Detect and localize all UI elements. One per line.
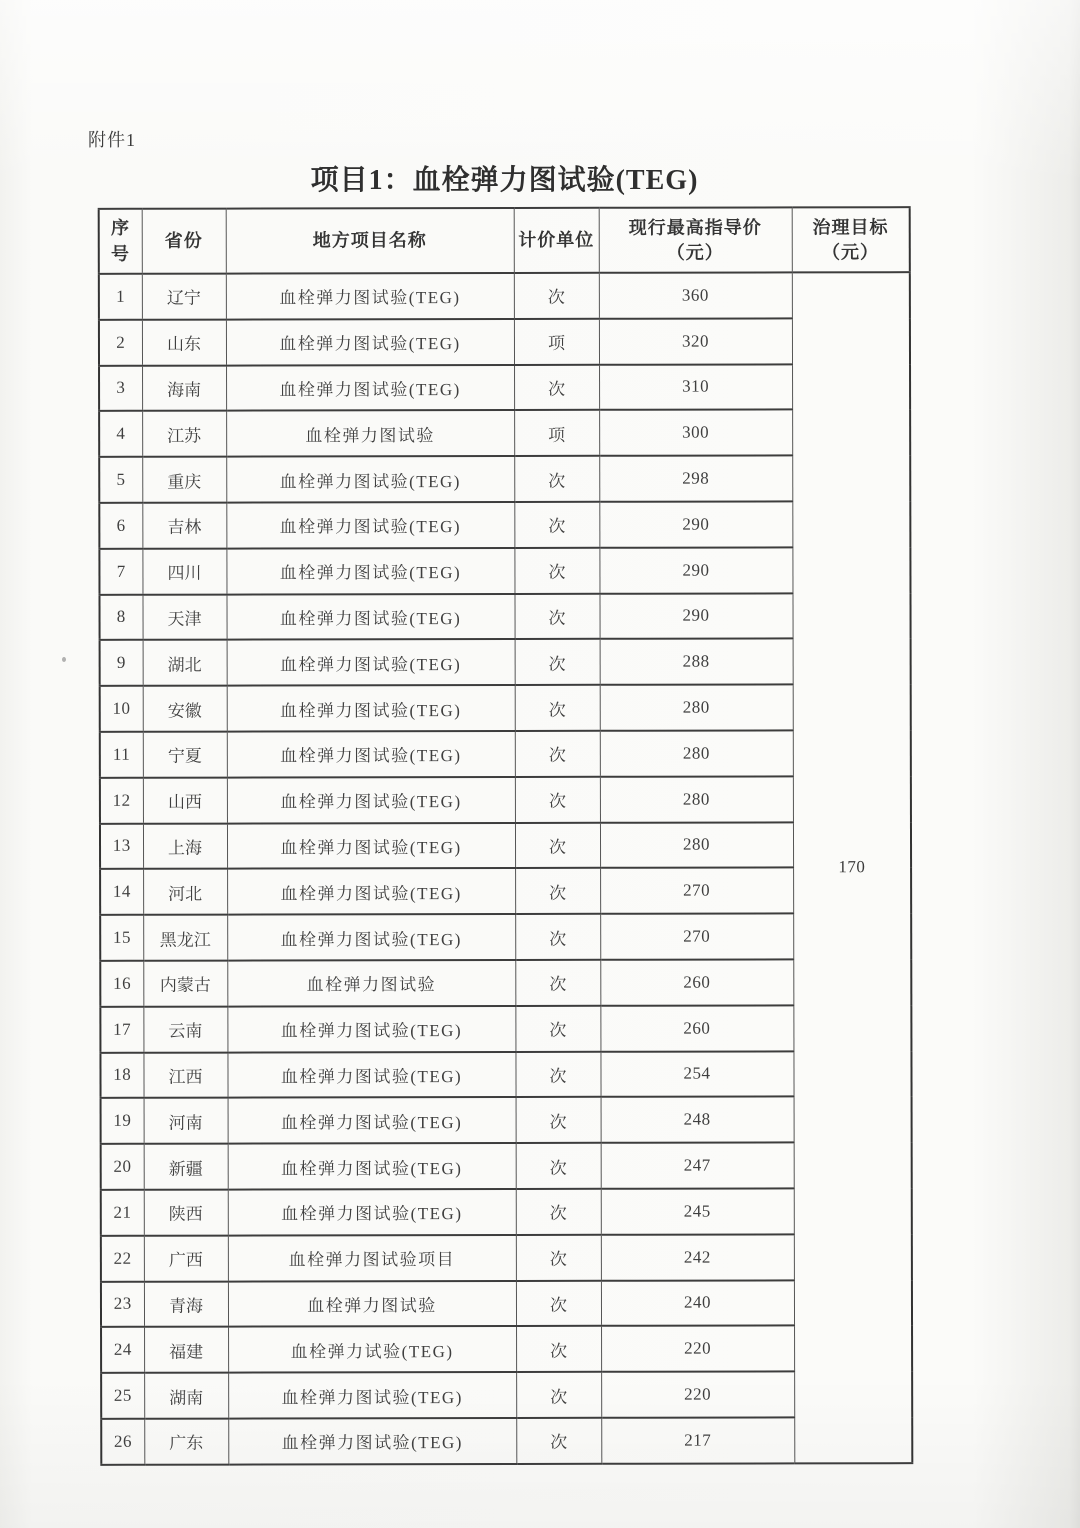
- cell-unit: 次: [515, 822, 600, 868]
- cell-price: 288: [600, 639, 793, 685]
- cell-index: 25: [101, 1373, 144, 1419]
- cell-index: 3: [99, 365, 142, 411]
- cell-province: 湖北: [143, 640, 227, 686]
- cell-index: 21: [101, 1190, 144, 1236]
- cell-price: 290: [599, 593, 792, 639]
- cell-unit: 次: [516, 1372, 601, 1418]
- cell-unit: 次: [514, 364, 599, 410]
- cell-unit: 次: [516, 1326, 601, 1372]
- cell-price: 290: [599, 547, 792, 593]
- cell-price: 290: [599, 501, 792, 547]
- cell-item-name: 血栓弹力图试验(TEG): [227, 1052, 515, 1098]
- cell-price: 280: [600, 730, 793, 776]
- cell-unit: 次: [515, 639, 600, 685]
- cell-province: 江苏: [142, 411, 226, 457]
- cell-item-name: 血栓弹力图试验(TEG): [227, 1006, 515, 1052]
- cell-item-name: 血栓弹力图试验(TEG): [228, 1097, 516, 1143]
- col-header-index: 序号: [99, 209, 142, 274]
- cell-province: 山东: [142, 319, 226, 365]
- cell-unit: 次: [515, 868, 600, 914]
- cell-unit: 次: [516, 1143, 601, 1189]
- attachment-label: 附件1: [88, 130, 136, 150]
- cell-item-name: 血栓弹力图试验(TEG): [228, 1418, 516, 1464]
- cell-province: 江西: [143, 1052, 227, 1098]
- cell-item-name: 血栓弹力图试验(TEG): [227, 868, 515, 914]
- cell-price: 260: [600, 1005, 793, 1051]
- cell-index: 2: [99, 320, 142, 366]
- table-row: [101, 1234, 912, 1281]
- col-header-unit: 计价单位: [514, 208, 599, 273]
- cell-index: 15: [100, 915, 143, 961]
- cell-province: 青海: [144, 1281, 228, 1327]
- cell-price: 217: [601, 1417, 794, 1463]
- cell-unit: 次: [514, 548, 599, 594]
- cell-index: 12: [100, 778, 143, 824]
- cell-unit: 次: [515, 960, 600, 1006]
- cell-item-name: 血栓弹力图试验(TEG): [226, 548, 514, 594]
- cell-price: 260: [600, 959, 793, 1005]
- cell-unit: 项: [514, 410, 599, 456]
- table-row: [99, 318, 910, 365]
- cell-unit: 次: [514, 593, 599, 639]
- table-row: [100, 639, 911, 686]
- cell-item-name: 血栓弹力图试验(TEG): [226, 273, 514, 319]
- table-row: [99, 455, 910, 502]
- cell-item-name: 血栓弹力图试验(TEG): [226, 456, 514, 502]
- col-header-price-label: 现行最高指导价: [628, 217, 762, 238]
- table-row: [100, 684, 911, 731]
- col-header-target: [792, 207, 910, 272]
- cell-unit: 次: [515, 1006, 600, 1052]
- cell-province: 四川: [142, 548, 226, 594]
- cell-province: 云南: [143, 1006, 227, 1052]
- table-row: [99, 547, 910, 594]
- cell-item-name: 血栓弹力图试验(TEG): [226, 594, 514, 640]
- cell-province: 内蒙古: [143, 961, 227, 1007]
- scan-artifact-dot: [62, 657, 66, 662]
- cell-province: 新疆: [144, 1144, 228, 1190]
- cell-unit: 次: [516, 1280, 601, 1326]
- cell-index: 26: [101, 1419, 144, 1465]
- cell-price: 310: [599, 364, 792, 410]
- cell-province: 河南: [144, 1098, 228, 1144]
- cell-item-name: 血栓弹力图试验: [227, 960, 515, 1006]
- cell-index: 1: [99, 274, 142, 320]
- table-row: [101, 1142, 912, 1189]
- cell-unit: 次: [516, 1097, 601, 1143]
- cell-unit: 次: [516, 1235, 601, 1281]
- cell-item-name: 血栓弹力图试验(TEG): [227, 731, 515, 777]
- cell-province: 天津: [142, 594, 226, 640]
- cell-price: 280: [600, 776, 793, 822]
- table-row: [100, 959, 911, 1006]
- cell-price: 254: [600, 1051, 793, 1097]
- cell-target-value: 170: [792, 272, 912, 1463]
- cell-province: 辽宁: [142, 274, 226, 320]
- cell-unit: 次: [515, 1051, 600, 1097]
- cell-price: 240: [601, 1280, 794, 1326]
- table-header-row: [99, 207, 910, 274]
- cell-unit: 次: [514, 502, 599, 548]
- cell-item-name: 血栓弹力图试验(TEG): [227, 685, 515, 731]
- cell-index: 19: [101, 1098, 144, 1144]
- table-row: [99, 272, 910, 319]
- cell-index: 5: [99, 457, 142, 503]
- cell-price: 360: [599, 272, 792, 318]
- cell-item-name: 血栓弹力图试验(TEG): [227, 823, 515, 869]
- table-row: [99, 364, 910, 411]
- cell-province: 广西: [144, 1235, 228, 1281]
- cell-index: 22: [101, 1235, 144, 1281]
- table-row: [99, 501, 910, 548]
- cell-item-name: 血栓弹力试验(TEG): [228, 1326, 516, 1372]
- cell-province: 吉林: [142, 503, 226, 549]
- cell-unit: 项: [514, 319, 599, 365]
- cell-item-name: 血栓弹力图试验(TEG): [228, 1189, 516, 1235]
- cell-index: 10: [100, 686, 143, 732]
- cell-index: 17: [100, 1007, 143, 1053]
- cell-item-name: 血栓弹力图试验(TEG): [228, 1372, 516, 1418]
- cell-price: 242: [601, 1234, 794, 1280]
- cell-item-name: 血栓弹力图试验: [226, 410, 514, 456]
- table-row: [101, 1188, 912, 1235]
- cell-item-name: 血栓弹力图试验(TEG): [226, 365, 514, 411]
- cell-unit: 次: [515, 914, 600, 960]
- cell-unit: 次: [516, 1189, 601, 1235]
- table-row: [100, 730, 911, 777]
- cell-item-name: 血栓弹力图试验: [228, 1281, 516, 1327]
- cell-price: 248: [601, 1097, 794, 1143]
- cell-index: 24: [101, 1327, 144, 1373]
- cell-item-name: 血栓弹力图试验(TEG): [228, 1143, 516, 1189]
- col-header-price-unit: （元）: [666, 242, 724, 263]
- col-header-province: 省份: [142, 209, 226, 274]
- cell-index: 6: [99, 503, 142, 549]
- cell-index: 13: [100, 823, 143, 869]
- cell-index: 8: [99, 594, 142, 640]
- cell-price: 270: [600, 868, 793, 914]
- cell-province: 广东: [144, 1419, 228, 1465]
- col-header-target-unit: （元）: [822, 241, 880, 262]
- cell-index: 7: [99, 549, 142, 595]
- cell-price: 280: [600, 822, 793, 868]
- cell-price: 270: [600, 914, 793, 960]
- cell-index: 18: [100, 1052, 143, 1098]
- cell-province: 湖南: [144, 1373, 228, 1419]
- cell-unit: 次: [515, 685, 600, 731]
- cell-price: 247: [601, 1143, 794, 1189]
- cell-province: 海南: [142, 365, 226, 411]
- price-table: [98, 206, 914, 1465]
- cell-province: 安徽: [143, 686, 227, 732]
- table-row: [101, 1325, 912, 1372]
- cell-province: 福建: [144, 1327, 228, 1373]
- cell-unit: 次: [514, 273, 599, 319]
- table-row: [101, 1096, 912, 1143]
- cell-item-name: 血栓弹力图试验项目: [228, 1235, 516, 1281]
- cell-index: 20: [101, 1144, 144, 1190]
- cell-unit: 次: [515, 731, 600, 777]
- table-row: [100, 776, 911, 823]
- table-row: [100, 868, 911, 915]
- cell-price: 298: [599, 456, 792, 502]
- table-row: [101, 1371, 912, 1418]
- cell-item-name: 血栓弹力图试验(TEG): [226, 319, 514, 365]
- cell-index: 23: [101, 1281, 144, 1327]
- page-title: 项目1：血栓弹力图试验(TEG): [310, 165, 699, 196]
- cell-item-name: 血栓弹力图试验(TEG): [227, 914, 515, 960]
- cell-province: 河北: [143, 869, 227, 915]
- cell-province: 黑龙江: [143, 915, 227, 961]
- col-header-target-label: 治理目标: [812, 217, 889, 238]
- cell-price: 220: [601, 1326, 794, 1372]
- table-row: [100, 1051, 911, 1098]
- cell-province: 陕西: [144, 1190, 228, 1236]
- cell-province: 上海: [143, 823, 227, 869]
- table-row: [101, 1280, 912, 1327]
- cell-province: 重庆: [142, 457, 226, 503]
- table-row: [101, 1417, 912, 1464]
- col-header-price: [599, 207, 792, 272]
- cell-unit: 次: [514, 456, 599, 502]
- table-row: [99, 593, 910, 640]
- cell-item-name: 血栓弹力图试验(TEG): [227, 639, 515, 685]
- table-row: [100, 822, 911, 869]
- cell-index: 9: [100, 640, 143, 686]
- cell-price: 300: [599, 410, 792, 456]
- table-row: [99, 410, 910, 457]
- cell-item-name: 血栓弹力图试验(TEG): [227, 777, 515, 823]
- cell-price: 280: [600, 685, 793, 731]
- cell-unit: 次: [516, 1418, 601, 1464]
- cell-unit: 次: [515, 777, 600, 823]
- cell-price: 220: [601, 1372, 794, 1418]
- cell-province: 宁夏: [143, 732, 227, 778]
- table-row: [100, 913, 911, 960]
- cell-index: 11: [100, 732, 143, 778]
- cell-index: 4: [99, 411, 142, 457]
- cell-item-name: 血栓弹力图试验(TEG): [226, 502, 514, 548]
- cell-index: 16: [100, 961, 143, 1007]
- cell-index: 14: [100, 869, 143, 915]
- table-row: [100, 1005, 911, 1052]
- col-header-item-name: 地方项目名称: [226, 208, 514, 274]
- cell-price: 320: [599, 318, 792, 364]
- cell-price: 245: [601, 1188, 794, 1234]
- cell-province: 山西: [143, 777, 227, 823]
